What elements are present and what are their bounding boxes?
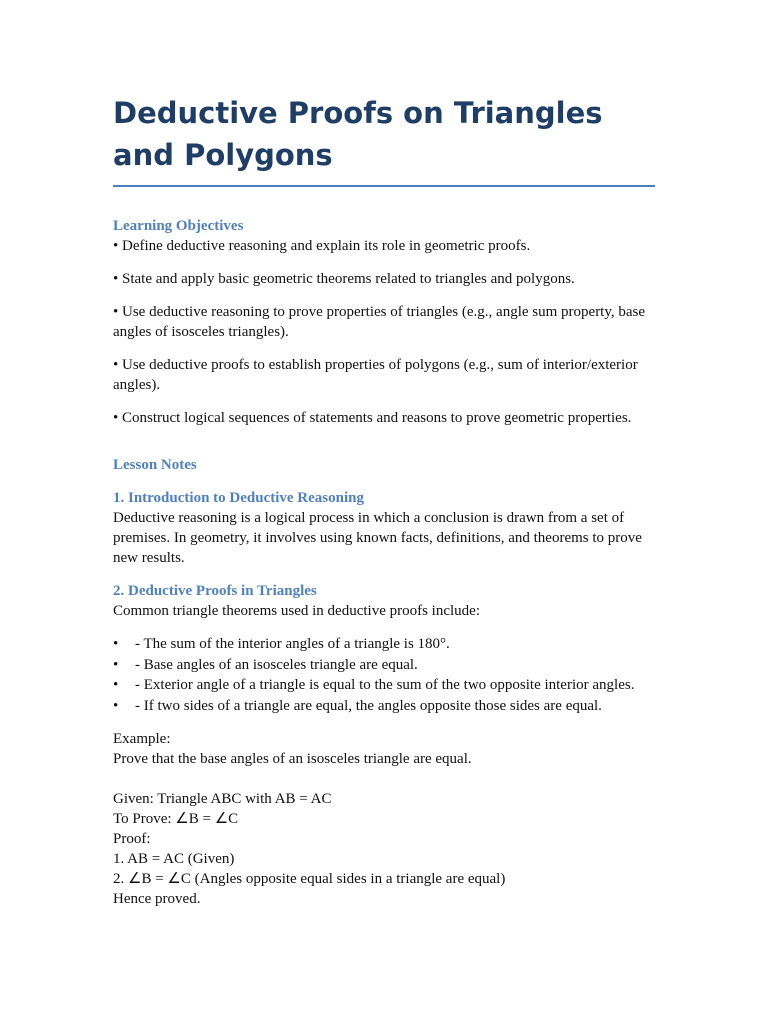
proof-label: Proof: — [113, 831, 151, 847]
theorem-text: - If two sides of a triangle are equal, the angles opposite those sides are equal. — [135, 697, 602, 714]
theorem-item — [113, 634, 655, 655]
document-page — [113, 92, 655, 909]
given-statement: Given: Triangle ABC with AB = AC — [113, 791, 332, 807]
objective-item: • State and apply basic geometric theorems related to triangles and polygons. — [113, 271, 575, 287]
proof-step: 2. ∠B = ∠C (Angles opposite equal sides in a triangle are equal) — [113, 871, 506, 887]
section-heading: 1. Introduction to Deductive Reasoning — [113, 490, 364, 506]
example-block — [113, 729, 655, 769]
theorem-text: - Exterior angle of a triangle is equal to the sum of the two opposite interior angles. — [135, 677, 635, 693]
section-intro: Common triangle theorems used in deductive proofs include: — [113, 603, 481, 619]
proof-conclusion: Hence proved. — [113, 891, 201, 907]
theorem-list — [113, 634, 655, 716]
theorem-item — [113, 675, 655, 696]
lesson-notes-section — [113, 455, 655, 909]
section-heading: 2. Deductive Proofs in Triangles — [113, 583, 317, 599]
theorem-text: - The sum of the interior angles of a triangle is 180°. — [135, 636, 450, 652]
section-triangles — [113, 581, 655, 909]
objective-item: • Use deductive reasoning to prove properties of triangles (e.g., angle sum property, base angles of isosceles triangles). — [113, 304, 646, 340]
proof-block — [113, 789, 655, 909]
objective-item: • Use deductive proofs to establish properties of polygons (e.g., sum of interior/exterior angles). — [113, 357, 638, 393]
example-text: Prove that the base angles of an isosceles triangle are equal. — [113, 751, 472, 767]
objective-item: • Define deductive reasoning and explain its role in geometric proofs. — [113, 238, 531, 254]
bullet-icon: • — [113, 697, 119, 714]
section-body: Deductive reasoning is a logical process in which a conclusion is drawn from a set of premises. In geometry, it involves using known facts, definitions, and theorems to prove new results. — [113, 510, 642, 566]
objective-item: • Construct logical sequences of statements and reasons to prove geometric properties. — [113, 410, 632, 426]
bullet-icon: • — [113, 656, 119, 673]
bullet-icon: • — [113, 636, 119, 652]
bullet-icon: • — [113, 677, 119, 693]
learning-objectives-heading: Learning Objectives — [113, 218, 244, 234]
proof-step: 1. AB = AC (Given) — [113, 851, 235, 867]
page-title: Deductive Proofs on Triangles and Polygons — [113, 92, 655, 187]
to-prove-statement: To Prove: ∠B = ∠C — [113, 811, 239, 827]
example-label: Example: — [113, 731, 171, 747]
theorem-item — [113, 655, 655, 676]
section-introduction — [113, 488, 655, 568]
lesson-notes-heading: Lesson Notes — [113, 457, 197, 473]
objectives-list — [113, 236, 655, 428]
theorem-text: - Base angles of an isosceles triangle are equal. — [135, 656, 418, 673]
theorem-item — [113, 696, 655, 717]
learning-objectives-section — [113, 216, 655, 428]
